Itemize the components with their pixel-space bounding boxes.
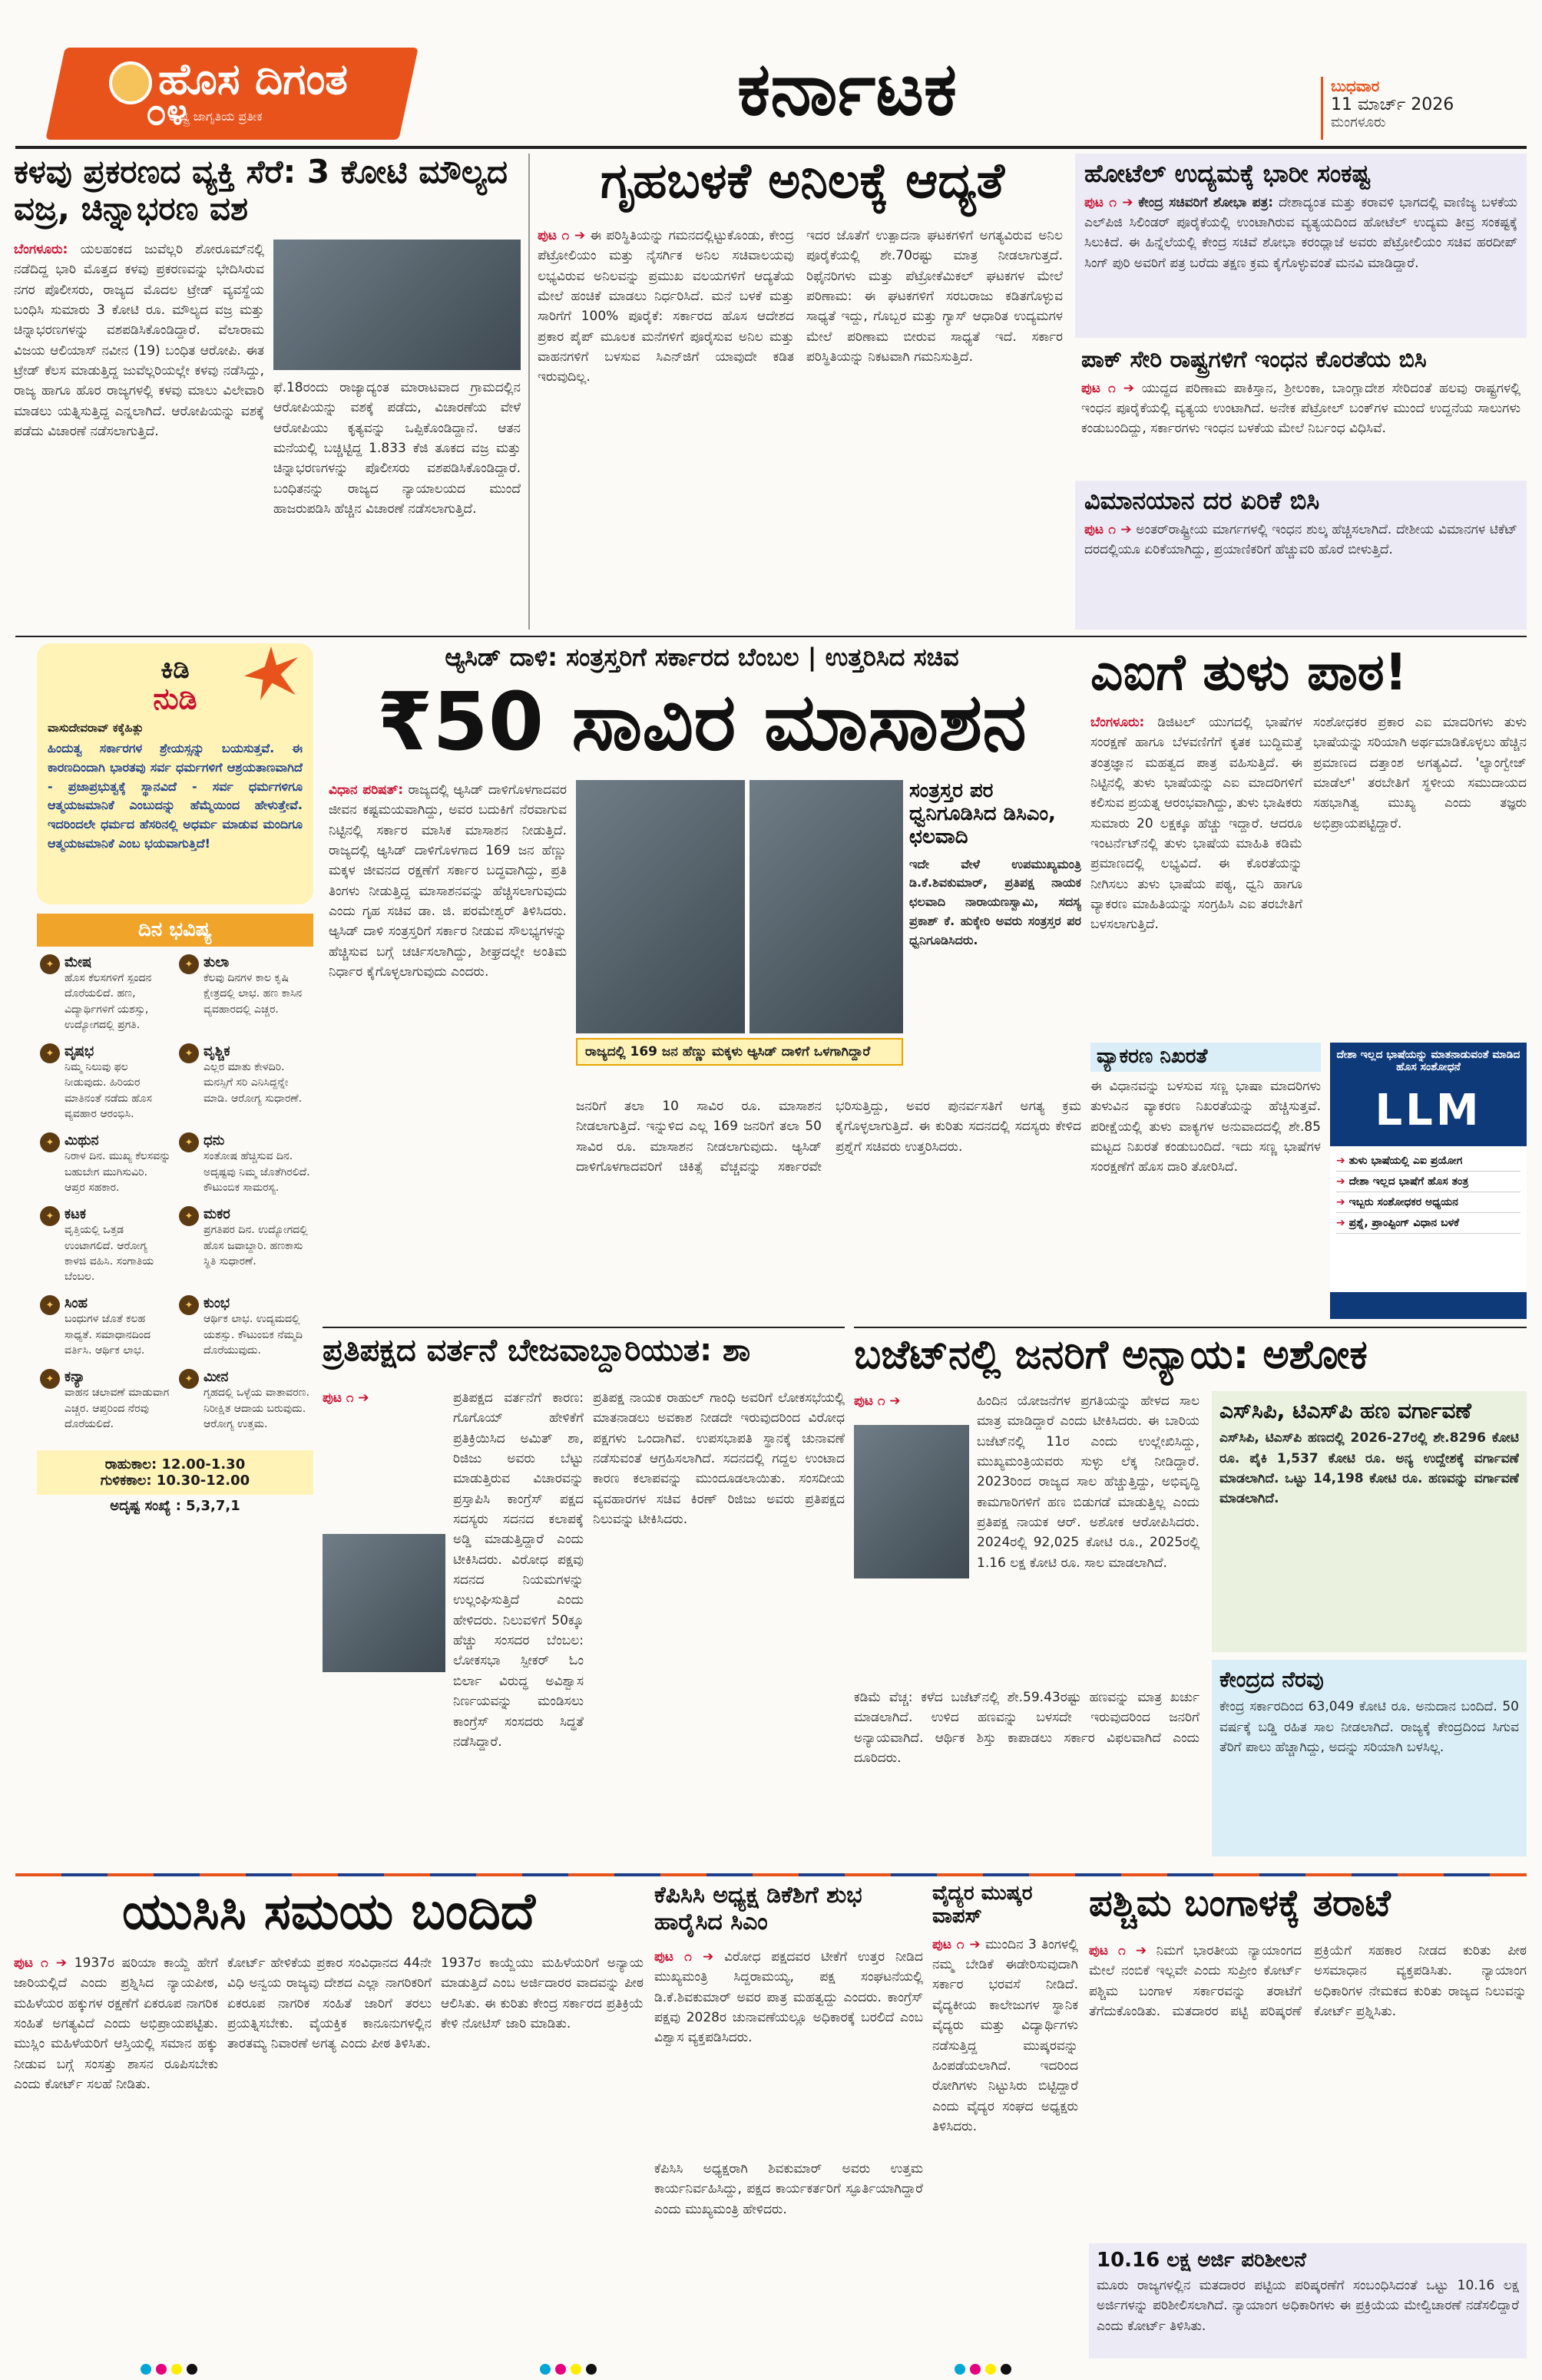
story-acid-body: ರಾಜ್ಯದಲ್ಲಿ ಆ್ಯಸಿಡ್ ದಾಳಿಗೊಳಗಾದವರ ಜೀವನ ಕಷ್ಟಮಯವಾಗಿದ್ದು, ಅವರ ಬದುಕಿಗೆ ನೆರವಾಗುವ ನಿಟ್ಟಿನಲ್ಲಿ ಸರ್ಕಾರ ಮಾಸಿಕ ಮಾಸಾಶನ ನೀಡುತ್ತಿದೆ. ರಾಜ್ಯದಲ್ಲಿ ಆ್ಯಸಿಡ್ ದಾಳಿಗೊಳಗಾದ 169 ಜನ ಹೆಣ್ಣು ಮಕ್ಕಳ ಜೀವನದ ರಕ್ಷಣೆಗೆ ಸರ್ಕಾರ ಬದ್ಧವಾಗಿದ್ದು, ಪ್ರತಿ ತಿಂಗಳು ನೀಡುತ್ತಿದ್ದ ಮಾಸಾಶನವನ್ನು ಹೆಚ್ಚಿಸಲಾಗುವುದು ಎಂದು ಗೃಹ ಸಚಿವ ಡಾ. ಜಿ. ಪರಮೇಶ್ವರ್ ತಿಳಿಸಿದರು. ಆ್ಯಸಿಡ್ ದಾಳಿ ಸಂತ್ರಸ್ತರಿಗೆ ಸರ್ಕಾರ ನೀಡುವ ಸೌಲಭ್ಯಗಳನ್ನು ಹೆಚ್ಚಿಸುವ ಬಗ್ಗೆ ಚರ್ಚಿಸಲಾಗಿದ್ದು, ಶೀಘ್ರದಲ್ಲೇ ಅಂತಿಮ ನಿರ್ಧಾರ ಕೈಗೊಳ್ಳಲಾಗುವುದು ಎಂದರು. (329, 782, 567, 980)
story-tulu-body2: ಸಂಶೋಧಕರ ಪ್ರಕಾರ ಎಐ ಮಾದರಿಗಳು ತುಳು ಭಾಷೆಯನ್ನು ಸರಿಯಾಗಿ ಅರ್ಥಮಾಡಿಕೊಳ್ಳಲು ಹೆಚ್ಚಿನ ಪ್ರಮಾಣದ ದತ್ತಾಂಶ ಅಗತ್ಯವಿದೆ. 'ಲ್ಯಾಂಗ್ವೇಜ್ ಮಾಡೆಲ್' ತರಬೇತಿಗೆ ಸ್ಥಳೀಯ ಸಮುದಾಯದ ಸಹಭಾಗಿತ್ವ ಮುಖ್ಯ ಎಂದು ತಜ್ಞರು ಅಭಿಪ್ರಾಯಪಟ್ಟಿದ್ದಾರೆ. (1313, 715, 1527, 831)
horoscope-sign-text: ಆರ್ಥಿಕ ಲಾಭ. ಉದ್ಯಮದಲ್ಲಿ ಯಶಸ್ಸು. ಕೌಟುಂಬಿಕ ನೆಮ್ಮದಿ ದೊರೆಯುವುದು. (204, 1313, 303, 1357)
story-vimana-dateline: ಪುಟ ೧ ➔ (1084, 521, 1132, 537)
zodiac-icon: ✦ (179, 1369, 199, 1389)
horoscope-sign-text: ಹೊಸ ಕೆಲಸಗಳಿಗೆ ಸ್ಪಂದನ ದೊರೆಯಲಿದೆ. ಹಣ, ವಿದ್ಯಾರ್ಥಿಗಳಿಗೆ ಯಶಸ್ಸು, ಉದ್ಯೋಗದಲ್ಲಿ ಪ್ರಗತಿ. (65, 972, 152, 1031)
llm-points (1330, 1146, 1527, 1292)
registration-marks-right (952, 2363, 1014, 2378)
horoscope-sign-name: ಕುಂಭ (204, 1295, 230, 1312)
story-shah-photo (323, 1534, 445, 1672)
horoscope-item (40, 1369, 171, 1432)
horoscope-sign-text: ನಿರಾಳ ದಿನ. ಮುಖ್ಯ ಕೆಲಸವನ್ನು ಬಹುಬೇಗ ಮುಗಿಸುವಿರಿ. ಆಪ್ತರ ಸಹಕಾರ. (65, 1150, 171, 1194)
horoscope-sign-name: ಧನು (204, 1132, 225, 1149)
zodiac-icon: ✦ (179, 1206, 199, 1226)
bengal-sub-title: 10.16 ಲಕ್ಷ ಅರ್ಜಿ ಪರಿಶೀಲನೆ (1097, 2249, 1306, 2272)
story-hotel-body: ದೇಶಾದ್ಯಂತ ಮತ್ತು ಕರಾವಳಿ ಭಾಗದಲ್ಲಿ ವಾಣಿಜ್ಯ ಬಳಕೆಯ ಎಲ್‌ಪಿಜಿ ಸಿಲಿಂಡರ್ ಪೂರೈಕೆಯಲ್ಲಿ ಉಂಟಾಗಿರುವ ವ್ಯತ್ಯಯದಿಂದ ಹೋಟೆಲ್ ಉದ್ಯಮ ತೀವ್ರ ಸಂಕಷ್ಟಕ್ಕೆ ಸಿಲುಕಿದೆ. ಈ ಹಿನ್ನೆಲೆಯಲ್ಲಿ ಕೇಂದ್ರ ಸಚಿವೆ ಶೋಭಾ ಕರಂದ್ಲಾಜೆ ಅವರು ಪೆಟ್ರೋಲಿಯಂ ಸಚಿವ ಹರದೀಪ್ ಸಿಂಗ್ ಪುರಿ ಅವರಿಗೆ ಪತ್ರ ಬರೆದು ತಕ್ಷಣ ಕ್ರಮ ಕೈಗೊಳ್ಳುವಂತೆ ಮನವಿ ಮಾಡಿದ್ದಾರೆ. (1084, 194, 1517, 271)
story-acid-headline: ₹50 ಸಾವಿರ ಮಾಸಾಶನ (377, 674, 1027, 769)
zodiac-icon: ✦ (40, 954, 60, 974)
story-ashoka-dateline: ಪುಟ ೧ ➔ (854, 1393, 901, 1409)
zodiac-icon: ✦ (179, 1132, 199, 1152)
story-ucc-body: 1937ರ ಷರಿಯಾ ಕಾಯ್ದೆ ಹೇಗೆ ಜಾರಿಯಲ್ಲಿದೆ ಎಂದು ಪ್ರಶ್ನಿಸಿದ ನ್ಯಾಯಪೀಠ, ಮಹಿಳೆಯರ ಹಕ್ಕುಗಳ ರಕ್ಷಣೆಗೆ ಏಕರೂಪ ನಾಗರಿಕ ಸಂಹಿತೆ ಅಗತ್ಯವಿದೆ ಎಂದು ಅಭಿಪ್ರಾಯಪಟ್ಟಿತು. ಮುಸ್ಲಿಂ ಮಹಿಳೆಯರಿಗೆ ಆಸ್ತಿಯಲ್ಲಿ ಸಮಾನ ಹಕ್ಕು ನೀಡುವ ಬಗ್ಗೆ ಸಂಸತ್ತು ಶಾಸನ ರೂಪಿಸಬೇಕು ಎಂದು ಕೋರ್ಟ್ ಸಲಹೆ ನೀಡಿತು. (14, 1955, 218, 2093)
horoscope-sign-name: ಮೀನ (204, 1369, 229, 1386)
horoscope-grid (37, 947, 313, 1447)
story-shah-headline: ಪ್ರತಿಪಕ್ಷದ ವರ್ತನೆ ಬೇಜವಾಬ್ದಾರಿಯುತ: ಶಾ (323, 1333, 751, 1368)
logo-tagline: ರಾಷ್ಟ್ರ ಜಾಗೃತಿಯ ಪ್ರತೀಕ (169, 109, 263, 124)
story-acid-photo-caption: ರಾಜ್ಯದಲ್ಲಿ 169 ಜನ ಹೆಣ್ಣು ಮಕ್ಕಳು ಆ್ಯಸಿಡ್ ದಾಳಿಗೆ ಒಳಗಾಗಿದ್ದಾರೆ (576, 1038, 903, 1066)
story-bengal (1089, 1883, 1527, 2366)
story-tulu-headline: ಎಐಗೆ ತುಳು ಪಾಠ! (1090, 643, 1408, 702)
story-park (1075, 344, 1527, 474)
zodiac-icon: ✦ (40, 1295, 60, 1315)
story-ashoka-photo (854, 1425, 969, 1578)
story-shah-dateline: ಪುಟ ೧ ➔ (323, 1390, 369, 1406)
story-graha-dateline: ಪುಟ ೧ ➔ (538, 228, 586, 243)
zodiac-icon: ✦ (40, 1043, 60, 1063)
col-divider (528, 154, 530, 630)
grammar-title: ವ್ಯಾಕರಣ ನಿಖರತೆ (1090, 1043, 1321, 1072)
horoscope-sign-name: ವೃಷಭ (65, 1043, 94, 1060)
zodiac-icon: ✦ (179, 1043, 199, 1063)
bottom-rule (15, 1873, 1527, 1876)
logo-text: ಹೊಸ ದಿಗಂತ (158, 54, 348, 104)
horoscope-item (40, 1132, 171, 1195)
story-ucc-body2: ಕೋರ್ಟ್ ಹೇಳಿಕೆಯ ಪ್ರಕಾರ ಸಂವಿಧಾನದ 44ನೇ ವಿಧಿ ಅನ್ವಯ ರಾಜ್ಯವು ದೇಶದ ಎಲ್ಲಾ ನಾಗರಿಕರಿಗೆ ಏಕರೂಪ ನಾಗರಿಕ ಸಂಹಿತೆ ಜಾರಿಗೆ ತರಲು ಪ್ರಯತ್ನಿಸಬೇಕು. ವೈಯಕ್ತಿಕ ಕಾನೂನುಗಳಲ್ಲಿನ ತಾರತಮ್ಯ ನಿವಾರಣೆ ಅಗತ್ಯ ಎಂದು ಪೀಠ ತಿಳಿಸಿತು. (227, 1955, 432, 2052)
story-vaidya-dateline: ಪುಟ ೧ ➔ (932, 1936, 981, 1952)
horoscope-sign-name: ಕಟಕ (65, 1206, 86, 1223)
horoscope-sign-name: ತುಲಾ (204, 954, 230, 970)
story-bengal-headline: ಪಶ್ಚಿಮ ಬಂಗಾಳಕ್ಕೆ ತರಾಟೆ (1089, 1882, 1391, 1925)
llm-point-text: ಇಬ್ಬರು ಸಂಶೋಧಕರ ಅಧ್ಯಯನ (1348, 1196, 1458, 1208)
story-acid-quote-body: ಇದೇ ವೇಳೆ ಉಪಮುಖ್ಯಮಂತ್ರಿ ಡಿ.ಕೆ.ಶಿವಕುಮಾರ್, ಪ್ರತಿಪಕ್ಷ ನಾಯಕ ಛಲವಾದಿ ನಾರಾಯಣಸ್ವಾಮಿ, ಸದಸ್ಯ ಪ್ರಕಾಶ್ ಕೆ. ಹುಕ್ಕೇರಿ ಅವರು ಸಂತ್ರಸ್ತರ ಪರ ಧ್ವನಿಗೂಡಿಸಿದರು. (909, 856, 1081, 947)
story-tulu-body: ಡಿಜಿಟಲ್ ಯುಗದಲ್ಲಿ ಭಾಷೆಗಳ ಸಂರಕ್ಷಣೆ ಹಾಗೂ ಬೆಳವಣಿಗೆಗೆ ಕೃತಕ ಬುದ್ಧಿಮತ್ತೆ ತಂತ್ರಜ್ಞಾನ ಮಹತ್ವದ ಪಾತ್ರ ವಹಿಸುತ್ತಿದೆ. ಈ ನಿಟ್ಟಿನಲ್ಲಿ ತುಳು ಭಾಷೆಯನ್ನು ಎಐ ಮಾದರಿಗಳಿಗೆ ಕಲಿಸುವ ಪ್ರಯತ್ನ ಆರಂಭವಾಗಿದ್ದು, ತುಳು ಭಾಷಿಕರು ಸುಮಾರು 20 ಲಕ್ಷಕ್ಕೂ ಹೆಚ್ಚು ಇದ್ದಾರೆ. ಆದರೂ ಇಂಟರ್ನೆಟ್‌ನಲ್ಲಿ ತುಳು ಭಾಷೆಯ ಮಾಹಿತಿ ಕಡಿಮೆ ಪ್ರಮಾಣದಲ್ಲಿ ಲಭ್ಯವಿದೆ. ಈ ಕೊರತೆಯನ್ನು ನೀಗಿಸಲು ತುಳು ಭಾಷೆಯ ಪಠ್ಯ, ಧ್ವನಿ ಹಾಗೂ ವ್ಯಾಕರಣ ಮಾಹಿತಿಯನ್ನು ಸಂಗ್ರಹಿಸಿ ಎಐ ತರಬೇತಿಗೆ ಬಳಸಲಾಗುತ್ತಿದೆ. (1090, 715, 1302, 933)
horoscope-item (179, 1369, 310, 1432)
story-hotel-dateline: ಪುಟ ೧ ➔ (1084, 194, 1133, 210)
llm-point-text: ತುಳು ಭಾಷೆಯಲ್ಲಿ ಎಐ ಪ್ರಯೋಗ (1348, 1155, 1463, 1167)
story-bengal-body: ನಿಮಗೆ ಭಾರತೀಯ ನ್ಯಾಯಾಂಗದ ಮೇಲೆ ನಂಬಿಕೆ ಇಲ್ಲವೇ ಎಂದು ಸುಪ್ರೀಂ ಕೋರ್ಟ್ ಪಶ್ಚಿಮ ಬಂಗಾಳ ಸರ್ಕಾರವನ್ನು ತರಾಟೆಗೆ ತೆಗೆದುಕೊಂಡಿತು. ಮತದಾರರ ಪಟ್ಟಿ ಪರಿಷ್ಕರಣೆ ಪ್ರಕ್ರಿಯೆಗೆ ಸಹಕಾರ ನೀಡದ ಕುರಿತು ಪೀಠ ಅಸಮಾಧಾನ ವ್ಯಕ್ತಪಡಿಸಿತು. ನ್ಯಾಯಾಂಗ ಅಧಿಕಾರಿಗಳ ನೇಮಕದ ಕುರಿತು ರಾಜ್ಯದ ನಿಲುವನ್ನು ಕೋರ್ಟ್ ಪ್ರಶ್ನಿಸಿತು. (1089, 1943, 1527, 2020)
horoscope-item (179, 1295, 310, 1358)
arrow-icon: ➔ (1336, 1175, 1349, 1188)
story-ashoka-body2: ಕಡಿಮೆ ವೆಚ್ಚ: ಕಳೆದ ಬಜೆಟ್‌ನಲ್ಲಿ ಶೇ.59.43ರಷ್ಟು ಹಣವನ್ನು ಮಾತ್ರ ಖರ್ಚು ಮಾಡಲಾಗಿದೆ. ಉಳಿದ ಹಣವನ್ನು ಬಳಸದೇ ಇರುವುದರಿಂದ ಜನರಿಗೆ ಅನ್ಯಾಯವಾಗಿದೆ. ಆರ್ಥಿಕ ಶಿಸ್ತು ಕಾಪಾಡಲು ಸರ್ಕಾರ ವಿಫಲವಾಗಿದೆ ಎಂದು ದೂರಿದರು. (854, 1690, 1200, 1767)
horoscope-sign-text: ವೃತ್ತಿಯಲ್ಲಿ ಒತ್ತಡ ಉಂಟಾಗಲಿದೆ. ಆರೋಗ್ಯ ಕಾಳಜಿ ವಹಿಸಿ. ಸಂಗಾತಿಯ ಬೆಂಬಲ. (65, 1224, 154, 1284)
date-label: 11 ಮಾರ್ಚ್ 2026 (1331, 95, 1454, 114)
story-park-body: ಯುದ್ಧದ ಪರಿಣಾಮ ಪಾಕಿಸ್ತಾನ, ಶ್ರೀಲಂಕಾ, ಬಾಂಗ್ಲಾದೇಶ ಸೇರಿದಂತೆ ಹಲವು ರಾಷ್ಟ್ರಗಳಲ್ಲಿ ಇಂಧನ ಪೂರೈಕೆಯಲ್ಲಿ ವ್ಯತ್ಯಯ ಉಂಟಾಗಿದೆ. ಅನೇಕ ಪೆಟ್ರೋಲ್ ಬಂಕ್‌ಗಳ ಮುಂದೆ ಉದ್ದನೆಯ ಸಾಲುಗಳು ಕಂಡುಬಂದಿದ್ದು, ಸರ್ಕಾರಗಳು ಇಂಧನ ಬಳಕೆಯ ಮೇಲೆ ನಿರ್ಬಂಧ ವಿಧಿಸಿವೆ. (1081, 380, 1520, 437)
gulika: ಗುಳಿಕಕಾಲ: 10.30-12.00 (100, 1473, 250, 1489)
city-label: ಮಂಗಳೂರು (1331, 114, 1386, 131)
kidi-nudi-box (37, 643, 313, 904)
story-hotel-headline: ಹೋಟೆಲ್ ಉದ್ಯಮಕ್ಕೆ ಭಾರೀ ಸಂಕಷ್ಟ (1084, 159, 1371, 188)
story-acid-quote-title: ಸಂತ್ರಸ್ತರ ಪರ ಧ್ವನಿಗೂಡಿಸಿದ ಡಿಸಿಎಂ, ಛಲವಾದಿ (909, 779, 1056, 848)
story-tulu (1090, 643, 1527, 1319)
horoscope-sign-name: ಮಕರ (204, 1206, 230, 1223)
horoscope-item (40, 1295, 171, 1358)
story-ashoka-body: ಹಿಂದಿನ ಯೋಜನೆಗಳ ಪ್ರಗತಿಯನ್ನು ಹೇಳದ ಸಾಲ ಮಾತ್ರ ಮಾಡಿದ್ದಾರೆ ಎಂದು ಟೀಕಿಸಿದರು. ಈ ಬಾರಿಯ ಬಜೆಟ್‌ನಲ್ಲಿ 11ರ ಎಂದು ಉಲ್ಲೇಖಿಸಿದ್ದು, ಮುಖ್ಯಮಂತ್ರಿಯವರು ಸುಳ್ಳು ಲೆಕ್ಕ ನೀಡಿದ್ದಾರೆ. 2023ರಿಂದ ರಾಜ್ಯದ ಸಾಲ ಹೆಚ್ಚುತ್ತಿದ್ದು, ಅಭಿವೃದ್ಧಿ ಕಾಮಗಾರಿಗಳಿಗೆ ಹಣ ಬಿಡುಗಡೆ ಮಾಡುತ್ತಿಲ್ಲ ಎಂದು ಪ್ರತಿಪಕ್ಷ ನಾಯಕ ಆರ್. ಅಶೋಕ ಆರೋಪಿಸಿದರು. 2024ರಲ್ಲಿ 92,025 ಕೋಟಿ ರೂ., 2025ರಲ್ಲಿ 1.16 ಲಕ್ಷ ಕೋಟಿ ರೂ. ಸಾಲ ಮಾಡಲಾಗಿದೆ. (977, 1393, 1200, 1571)
arrow-icon: ➔ (1336, 1155, 1349, 1167)
horoscope-item (40, 954, 171, 1033)
horoscope-title: ದಿನ ಭವಿಷ್ಯ (37, 914, 313, 947)
story-park-dateline: ಪುಟ ೧ ➔ (1081, 380, 1135, 396)
zodiac-icon: ✦ (40, 1132, 60, 1152)
horoscope-sign-name: ಮೇಷ (65, 954, 92, 970)
masthead-rule (15, 146, 1527, 149)
registration-marks-center (538, 2363, 599, 2378)
story-dks-body: ವಿರೋಧ ಪಕ್ಷದವರ ಟೀಕೆಗೆ ಉತ್ತರ ನೀಡಿದ ಮುಖ್ಯಮಂತ್ರಿ ಸಿದ್ದರಾಮಯ್ಯ, ಪಕ್ಷ ಸಂಘಟನೆಯಲ್ಲಿ ಡಿ.ಕೆ.ಶಿವಕುಮಾರ್ ಅವರ ಪಾತ್ರ ಮಹತ್ವದ್ದು ಎಂದರು. ಕಾಂಗ್ರೆಸ್ ಪಕ್ಷವು 2028ರ ಚುನಾವಣೆಯಲ್ಲೂ ಅಧಿಕಾರಕ್ಕೆ ಬರಲಿದೆ ಎಂಬ ವಿಶ್ವಾಸ ವ್ಯಕ್ತಪಡಿಸಿದರು. (654, 1949, 923, 2046)
story-dks-body2: ಕೆಪಿಸಿಸಿ ಅಧ್ಯಕ್ಷರಾಗಿ ಶಿವಕುಮಾರ್ ಅವರು ಉತ್ತಮ ಕಾರ್ಯನಿರ್ವಹಿಸಿದ್ದು, ಪಕ್ಷದ ಕಾರ್ಯಕರ್ತರಿಗೆ ಸ್ಫೂರ್ತಿಯಾಗಿದ್ದಾರೆ ಎಂದು ಮುಖ್ಯಮಂತ್ರಿ ಹೇಳಿದರು. (654, 2161, 923, 2217)
llm-point-item (1336, 1192, 1520, 1213)
horoscope-sign-name: ಮಿಥುನ (65, 1132, 99, 1149)
horoscope-item (40, 1206, 171, 1284)
llm-box (1330, 1043, 1527, 1319)
llm-point-item (1336, 1151, 1520, 1172)
story-bengal-dateline: ಪುಟ ೧ ➔ (1089, 1943, 1147, 1959)
horoscope-sign-text: ಪ್ರಗತಿಪರ ದಿನ. ಉದ್ಯೋಗದಲ್ಲಿ ಹೊಸ ಜವಾಬ್ದಾರಿ. ಹಣಕಾಸು ಸ್ಥಿತಿ ಸುಧಾರಣೆ. (204, 1224, 308, 1268)
kidi-title-top: ಕಿಡಿ (160, 654, 190, 685)
rahukala: ರಾಹುಕಾಲ: 12.00-1.30 (104, 1456, 246, 1473)
story-acid-body2: ಜನರಿಗೆ ತಲಾ 10 ಸಾವಿರ ರೂ. ಮಾಸಾಶನ ನೀಡಲಾಗುತ್ತಿದೆ. ಇನ್ನುಳಿದ ಎಲ್ಲ 169 ಜನರಿಗೆ ತಲಾ 50 ಸಾವಿರ ರೂ. ಮಾಸಾಶನ ನೀಡಲಾಗುವುದು. ಆ್ಯಸಿಡ್ ದಾಳಿಗೊಳಗಾದವರಿಗೆ ಚಿಕಿತ್ಸೆ ವೆಚ್ಚವನ್ನು ಸರ್ಕಾರವೇ ಭರಿಸುತ್ತಿದ್ದು, ಅವರ ಪುನರ್ವಸತಿಗೆ ಅಗತ್ಯ ಕ್ರಮ ಕೈಗೊಳ್ಳಲಾಗುತ್ತಿದೆ. ಈ ಕುರಿತು ಸದನದಲ್ಲಿ ಸದಸ್ಯರು ಕೇಳಿದ ಪ್ರಶ್ನೆಗೆ ಸಚಿವರು ಉತ್ತರಿಸಿದರು. (576, 1099, 1081, 1175)
story-acid-kicker: ಆ್ಯಸಿಡ್ ದಾಳಿ: ಸಂತ್ರಸ್ತರಿಗೆ ಸರ್ಕಾರದ ಬೆಂಬಲ | ಉತ್ತರಿಸಿದ ಸಚಿವ (445, 643, 959, 672)
story-acid-dateline: ವಿಧಾನ ಪರಿಷತ್: (329, 782, 404, 798)
horoscope-item (179, 1206, 310, 1284)
horoscope-sign-text: ಗೃಹದಲ್ಲಿ ಒಳ್ಳೆಯ ವಾತಾವರಣ. ನಿರೀಕ್ಷಿತ ಆದಾಯ ಬರುವುದು. ಆರೋಗ್ಯ ಉತ್ತಮ. (204, 1387, 309, 1430)
horoscope-item (179, 1132, 310, 1195)
story-ashoka-headline: ಬಜೆಟ್‌ನಲ್ಲಿ ಜನರಿಗೆ ಅನ್ಯಾಯ: ಅಶೋಕ (854, 1332, 1368, 1378)
page-number: ೦೪ (146, 91, 187, 134)
story-diamond-headline: ಕಳವು ಪ್ರಕರಣದ ವ್ಯಕ್ತಿ ಸೆರೆ: 3 ಕೋಟಿ ಮೌಲ್ಯದ ವಜ್ರ, ಚಿನ್ನಾಭರಣ ವಶ (14, 153, 508, 228)
zodiac-icon: ✦ (40, 1206, 60, 1226)
ashoka-box-1-body: ಎಸ್‌ಸಿಪಿ, ಟಿಎಸ್‌ಪಿ ಹಣದಲ್ಲಿ 2026-27ರಲ್ಲಿ ಶೇ.8296 ಕೋಟಿ ರೂ. ಪೈಕಿ 1,537 ಕೋಟಿ ರೂ. ಅನ್ಯ ಉದ್ದೇಶಕ್ಕೆ ವರ್ಗಾವಣೆ ಮಾಡಲಾಗಿದೆ. ಒಟ್ಟು 14,198 ಕೋಟಿ ರೂ. ಹಣವನ್ನು ವರ್ಗಾವಣೆ ಮಾಡಲಾಗಿದೆ. (1219, 1430, 1519, 1507)
story-ucc (14, 1883, 644, 2366)
grammar-body: ಈ ವಿಧಾನವನ್ನು ಬಳಸುವ ಸಣ್ಣ ಭಾಷಾ ಮಾದರಿಗಳು ತುಳುವಿನ ವ್ಯಾಕರಣ ನಿಖರತೆಯನ್ನು ಹೆಚ್ಚಿಸುತ್ತವೆ. ಪರೀಕ್ಷೆಯಲ್ಲಿ ತುಳು ವಾಕ್ಯಗಳ ಅನುವಾದದಲ್ಲಿ ಶೇ.85 ಮಟ್ಟದ ನಿಖರತೆ ಕಂಡುಬಂದಿದೆ. ಇದು ಸಣ್ಣ ಭಾಷೆಗಳ ಸಂರಕ್ಷಣೆಗೆ ಹೊಸ ದಾರಿ ತೋರಿಸಿದೆ. (1090, 1078, 1321, 1175)
bengal-subbox (1089, 2243, 1527, 2359)
timings-box (37, 1450, 313, 1495)
story-park-headline: ಪಾಕ್ ಸೇರಿ ರಾಷ್ಟ್ರಗಳಿಗೆ ಇಂಧನ ಕೊರತೆಯ ಬಿಸಿ (1081, 346, 1427, 373)
story-ashoka (854, 1327, 1527, 1864)
llm-point-item (1336, 1172, 1520, 1192)
registration-marks-left (138, 2363, 200, 2378)
section-title: ಕರ್ನಾಟಕ (737, 46, 958, 132)
horoscope-sign-name: ಸಿಂಹ (65, 1295, 88, 1312)
story-vaidya-headline: ವೈದ್ಯರ ಮುಷ್ಕರ ವಾಪಸ್ (932, 1882, 1033, 1928)
story-graha (538, 154, 1067, 630)
horoscope-item (179, 1043, 310, 1122)
story-diamond (14, 154, 521, 630)
zodiac-icon: ✦ (179, 954, 199, 974)
story-shah (323, 1327, 845, 1864)
story-diamond-body: ಯಲಹಂಕದ ಜುವೆಲ್ಲರಿ ಶೋರೂಮ್‌ನಲ್ಲಿ ನಡೆದಿದ್ದ ಭಾರಿ ಮೊತ್ತದ ಕಳವು ಪ್ರಕರಣವನ್ನು ಭೇದಿಸಿರುವ ನಗರ ಪೊಲೀಸರು, ರಾಜ್ಯದ ಮೊದಲ ಟ್ರೇಡ್ ವ್ಯವಸ್ಥೆಯ ಬಂಧಿಸಿ ಸುಮಾರು 3 ಕೋಟಿ ರೂ. ಮೌಲ್ಯದ ವಜ್ರ ಮತ್ತು ಚಿನ್ನಾಭರಣಗಳನ್ನು ವಶಪಡಿಸಿಕೊಂಡಿದ್ದಾರೆ. ವೆಲಾರಾಮ ವಿಜಯ ಆಲಿಯಾಸ್ ನವೀನ (19) ಬಂಧಿತ ಆರೋಪಿ. ಈತ ಟ್ರೇಡ್ ಕೆಲಸ ಮಾಡುತ್ತಿದ್ದ ಜುವೆಲ್ಲರಿಯಲ್ಲೇ ಕಳವು ನಡೆಸಿದ್ದು, ರಾಜ್ಯ ಹಾಗೂ ಹೊರ ರಾಜ್ಯಗಳಲ್ಲಿ ಕಳವು ಮಾಲು ವಿಲೇವಾರಿ ಮಾಡಲು ಯತ್ನಿಸುತ್ತಿದ್ದ ಎನ್ನಲಾಗಿದೆ. ಆರೋಪಿಯನ್ನು ವಶಕ್ಕೆ ಪಡೆದು ವಿಚಾರಣೆ ನಡೆಸಲಾಗುತ್ತಿದೆ. (14, 242, 264, 440)
story-vimana (1075, 481, 1527, 630)
story-dks (654, 1883, 923, 2366)
llm-box-title: ದೇಶಾ ಇಲ್ಲದ ಭಾಷೆಯನ್ನು ಮಾತನಾಡುವಂತೆ ಮಾಡಿದ ಹೊಸ ಸಂಶೋಧನೆ (1336, 1049, 1520, 1073)
story-acid-photo-1 (576, 780, 745, 1033)
zodiac-icon: ✦ (179, 1295, 199, 1315)
story-hotel-lead: ಕೇಂದ್ರ ಸಚಿವರಿಗೆ ಶೋಭಾ ಪತ್ರ: (1138, 194, 1274, 210)
masthead (0, 0, 1542, 147)
story-dks-dateline: ಪುಟ ೧ ➔ (654, 1949, 714, 1965)
arrow-icon: ➔ (1336, 1196, 1349, 1208)
horoscope-sign-text: ಎಲ್ಲರ ಮಾತು ಕೇಳದಿರಿ. ಮನಸ್ಸಿಗೆ ಸರಿ ಎನಿಸಿದ್ದನ್ನೇ ಮಾಡಿ. ಆರೋಗ್ಯ ಸುಧಾರಣೆ. (204, 1061, 303, 1105)
story-tulu-dateline: ಬೆಂಗಳೂರು: (1090, 715, 1145, 730)
lucky-number: ಅದೃಷ್ಟ ಸಂಖ್ಯೆ : 5,3,7,1 (110, 1498, 240, 1515)
horoscope-sign-text: ಬಂಧುಗಳ ಜೊತೆ ಕಲಹ ಸಾಧ್ಯತೆ. ಸಮಾಧಾನದಿಂದ ವರ್ತಿಸಿ. ಆರ್ಥಿಕ ಲಾಭ. (65, 1313, 151, 1357)
kidi-body: ಹಿಂದುತ್ವ ಸರ್ಕಾರಗಳ ಶ್ರೇಯಸ್ಸನ್ನು ಬಯಸುತ್ತವೆ. ಈ ಕಾರಣದಿಂದಾಗಿ ಭಾರತವು ಸರ್ವ ಧರ್ಮಗಳಿಗೆ ಆಶ್ರಯತಾಣವಾಗಿದೆ - ಪ್ರಜಾಪ್ರಭುತ್ವಕ್ಕೆ ಸ್ಥಾನವಿದೆ - ಸರ್ವ ಧರ್ಮಗಳಿಗೂ ಆತ್ಮಯಜಮಾನಿಕೆ ಎಂಬುದನ್ನು ಹೆಮ್ಮೆಯಿಂದ ಹೇಳುತ್ತೇವೆ. ಇದರಿಂದಲೇ ಧರ್ಮದ ಹೆಸರಿನಲ್ಲಿ ಅಧರ್ಮ ಮಾಡುವ ಮಂದಿಗೂ ಆತ್ಮಯಜಮಾನಿಕೆ ಎಂಬ ಭಯವಾಗುತ್ತಿದೆ! (48, 741, 303, 851)
story-ucc-headline: ಯುಸಿಸಿ ಸಮಯ ಬಂದಿದೆ (121, 1882, 536, 1941)
story-graha-body2: ಇದರ ಜೊತೆಗೆ ಉತ್ಪಾದನಾ ಘಟಕಗಳಿಗೆ ಅಗತ್ಯವಿರುವ ಅನಿಲ ಪೂರೈಕೆಯಲ್ಲಿ ಶೇ.70ರಷ್ಟು ಮಾತ್ರ ನೀಡಲಾಗುತ್ತದೆ. ರಿಫೈನರಿಗಳು ಮತ್ತು ಪೆಟ್ರೋಕೆಮಿಕಲ್ ಘಟಕಗಳ ಮೇಲೆ ಪರಿಣಾಮ: ಈ ಘಟಕಗಳಿಗೆ ಸರಬರಾಜು ಕಡಿತಗೊಳ್ಳುವ ಸಾಧ್ಯತೆ ಇದ್ದು, ಗೊಬ್ಬರ ಮತ್ತು ಗ್ಯಾಸ್ ಆಧಾರಿತ ಉದ್ಯಮಗಳ ಮೇಲೆ ಪರಿಣಾಮ ಬೀರುವ ಸಾಧ್ಯತೆ ಇದೆ. ಸರ್ಕಾರ ಪರಿಸ್ಥಿತಿಯನ್ನು ನಿಕಟವಾಗಿ ಗಮನಿಸುತ್ತಿದೆ. (806, 228, 1063, 365)
arrow-icon: ➔ (1336, 1217, 1349, 1229)
story-vimana-body: ಅಂತರ್‌ರಾಷ್ಟ್ರೀಯ ಮಾರ್ಗಗಳಲ್ಲಿ ಇಂಧನ ಶುಲ್ಕ ಹೆಚ್ಚಿಸಲಾಗಿದೆ. ದೇಶೀಯ ವಿಮಾನಗಳ ಟಿಕೆಟ್ ದರದಲ್ಲಿಯೂ ಏರಿಕೆಯಾಗಿದ್ದು, ಪ್ರಯಾಣಿಕರಿಗೆ ಹೆಚ್ಚುವರಿ ಹೊರೆ ಬೀಳುತ್ತಿದೆ. (1084, 521, 1517, 558)
horoscope-box (37, 914, 313, 1843)
horoscope-sign-name: ವೃಶ್ಚಿಕ (204, 1043, 230, 1060)
story-shah-body: ಪ್ರತಿಪಕ್ಷದ ವರ್ತನೆಗೆ ಕಾರಣ: ಗೊಗೊಯ್ ಹೇಳಿಕೆಗೆ ಪ್ರತಿಕ್ರಿಯಿಸಿದ ಅಮಿತ್ ಶಾ, ರಿಜಿಜು ಅವರು ಬೆಟ್ಟು ಮಾಡುತ್ತಿರುವ ವಿಚಾರವನ್ನು ಪ್ರಸ್ತಾಪಿಸಿ ಕಾಂಗ್ರೆಸ್ ಪಕ್ಷದ ಸದಸ್ಯರು ಸದನದ ಕಲಾಪಕ್ಕೆ ಅಡ್ಡಿ ಮಾಡುತ್ತಿದ್ದಾರೆ ಎಂದು ಟೀಕಿಸಿದರು. ವಿರೋಧ ಪಕ್ಷವು ಸದನದ ನಿಯಮಗಳನ್ನು ಉಲ್ಲಂಘಿಸುತ್ತಿದೆ ಎಂದು ಹೇಳಿದರು. ನಿಲುವಳಿಗೆ 50ಕ್ಕೂ ಹೆಚ್ಚು ಸಂಸದರ ಬೆಂಬಲ: ಲೋಕಸಭಾ ಸ್ಪೀಕರ್ ಓಂ ಬಿರ್ಲಾ ವಿರುದ್ಧ ಅವಿಶ್ವಾಸ ನಿರ್ಣಯವನ್ನು ಮಂಡಿಸಲು ಕಾಂಗ್ರೆಸ್ ಸಂಸದರು ಸಿದ್ಧತೆ ನಡೆಸಿದ್ದಾರೆ. (453, 1390, 584, 1750)
story-dks-headline: ಕೆಪಿಸಿಸಿ ಅಧ್ಯಕ್ಷ ಡಿಕೆಶಿಗೆ ಶುಭ ಹಾರೈಸಿದ ಸಿಎಂ (654, 1882, 862, 1935)
kidi-author: ವಾಸುದೇವರಾವ್ ಕಕ್ಕೆಹಿತ್ಲು (48, 721, 144, 735)
bengal-sub-body: ಮೂರು ರಾಜ್ಯಗಳಲ್ಲಿನ ಮತದಾರರ ಪಟ್ಟಿಯ ಪರಿಷ್ಕರಣೆಗೆ ಸಂಬಂಧಿಸಿದಂತೆ ಒಟ್ಟು 10.16 ಲಕ್ಷ ಅರ್ಜಿಗಳನ್ನು ಪರಿಶೀಲಿಸಲಾಗಿದೆ. ನ್ಯಾಯಾಂಗ ಅಧಿಕಾರಿಗಳು ಈ ಪ್ರಕ್ರಿಯೆಯ ಮೇಲ್ವಿಚಾರಣೆ ನಡೆಸಲಿದ್ದಾರೆ ಎಂದು ಕೋರ್ಟ್ ತಿಳಿಸಿತು. (1097, 2277, 1519, 2334)
llm-point-text: ದೇಶಾ ಇಲ್ಲದ ಭಾಷೆಗೆ ಹೊಸ ತಂತ್ರ (1348, 1175, 1469, 1188)
story-graha-headline: ಗೃಹಬಳಕೆ ಅನಿಲಕ್ಕೆ ಆದ್ಯತೆ (600, 153, 1005, 210)
horoscope-sign-text: ವಾಹನ ಚಲಾವಣೆ ಮಾಡುವಾಗ ಎಚ್ಚರ. ಆಪ್ತರಿಂದ ನೆರವು ದೊರೆಯಲಿದೆ. (65, 1387, 170, 1430)
llm-point-item (1336, 1213, 1520, 1234)
story-diamond-photo (273, 240, 521, 370)
ashoka-box-1-title: ಎಸ್‌ಸಿಪಿ, ಟಿಎಸ್‌ಪಿ ಹಣ ವರ್ಗಾವಣೆ (1219, 1398, 1471, 1423)
story-diamond-body2: ಫೆ.18ರಂದು ರಾಜ್ಯಾದ್ಯಂತ ಮಾರಾಟವಾದ ಗ್ರಾಮದಲ್ಲಿನ ಆರೋಪಿಯನ್ನು ವಶಕ್ಕೆ ಪಡೆದು, ವಿಚಾರಣೆಯ ವೇಳೆ ಆರೋಪಿಯು ಕೃತ್ಯವನ್ನು ಒಪ್ಪಿಕೊಂಡಿದ್ದಾನೆ. ಆತನ ಮನೆಯಲ್ಲಿ ಬಚ್ಚಿಟ್ಟಿದ್ದ 1.833 ಕೆಜಿ ತೂಕದ ವಜ್ರ ಮತ್ತು ಚಿನ್ನಾಭರಣಗಳನ್ನು ಪೊಲೀಸರು ವಶಪಡಿಸಿಕೊಂಡಿದ್ದಾರೆ. ಬಂಧಿತನನ್ನು ರಾಜ್ಯದ ನ್ಯಾಯಾಲಯದ ಮುಂದೆ ಹಾಜರುಪಡಿಸಿ ಹೆಚ್ಚಿನ ವಿಚಾರಣೆ ನಡೆಸಲಾಗುತ್ತಿದೆ. (273, 380, 521, 517)
day-label: ಬುಧವಾರ (1331, 77, 1380, 95)
row1-rule (15, 636, 1527, 637)
horoscope-item (40, 1043, 171, 1122)
llm-label: LLM (1375, 1086, 1482, 1135)
story-graha-body: ಈ ಪರಿಸ್ಥಿತಿಯನ್ನು ಗಮನದಲ್ಲಿಟ್ಟುಕೊಂಡು, ಕೇಂದ್ರ ಪೆಟ್ರೋಲಿಯಂ ಮತ್ತು ನೈಸರ್ಗಿಕ ಅನಿಲ ಸಚಿವಾಲಯವು ಲಭ್ಯವಿರುವ ಅನಿಲವನ್ನು ಪ್ರಮುಖ ವಲಯಗಳಿಗೆ ಆದ್ಯತೆಯ ಮೇಲೆ ಹಂಚಿಕೆ ಮಾಡಲು ನಿರ್ಧರಿಸಿದೆ. ಮನೆ ಬಳಕೆ ಮತ್ತು ಸಾರಿಗೆಗೆ 100% ಪೂರೈಕೆ: ಸರ್ಕಾರದ ಹೊಸ ಆದೇಶದ ಪ್ರಕಾರ ಪೈಪ್ ಮೂಲಕ ಮನೆಗಳಿಗೆ ಪೂರೈಸುವ ಅನಿಲ ಮತ್ತು ವಾಹನಗಳಿಗೆ ಬಳಸುವ ಸಿಎನ್‌ಜಿಗೆ ಯಾವುದೇ ಕಡಿತ ಇರುವುದಿಲ್ಲ. (538, 228, 794, 385)
ashoka-box-2-title: ಕೇಂದ್ರದ ನೆರವು (1219, 1667, 1324, 1692)
horoscope-sign-name: ಕನ್ಯಾ (65, 1369, 85, 1386)
horoscope-sign-text: ಕೆಲವು ದಿನಗಳ ಕಾಲ ಕೃಷಿ ಕ್ಷೇತ್ರದಲ್ಲಿ ಲಾಭ. ಹಣ ಕಾಸಿನ ವ್ಯವಹಾರದಲ್ಲಿ ಎಚ್ಚರ. (204, 972, 303, 1016)
horoscope-item (179, 954, 310, 1033)
ashoka-box-2-body: ಕೇಂದ್ರ ಸರ್ಕಾರದಿಂದ 63,049 ಕೋಟಿ ರೂ. ಅನುದಾನ ಬಂದಿದೆ. 50 ವರ್ಷಕ್ಕೆ ಬಡ್ಡಿ ರಹಿತ ಸಾಲ ನೀಡಲಾಗಿದೆ. ರಾಜ್ಯಕ್ಕೆ ಕೇಂದ್ರದಿಂದ ಸಿಗುವ ತೆರಿಗೆ ಪಾಲು ಹೆಚ್ಚಾಗಿದ್ದು, ಅದನ್ನು ಸರಿಯಾಗಿ ಬಳಸಿಲ್ಲ. (1219, 1699, 1519, 1755)
story-acid-photo-2 (749, 780, 903, 1033)
story-ucc-dateline: ಪುಟ ೧ ➔ (14, 1955, 68, 1971)
story-vaidya (932, 1883, 1078, 2366)
story-acid-quote-box (909, 780, 1081, 1033)
story-diamond-dateline: ಬೆಂಗಳೂರು: (14, 242, 68, 257)
story-shah-body2: ಪ್ರತಿಪಕ್ಷ ನಾಯಕ ರಾಹುಲ್ ಗಾಂಧಿ ಅವರಿಗೆ ಲೋಕಸಭೆಯಲ್ಲಿ ಮಾತನಾಡಲು ಅವಕಾಶ ನೀಡದೇ ಇರುವುದರಿಂದ ವಿರೋಧ ಪಕ್ಷಗಳು ಒಂದಾಗಿವೆ. ಉಪಸಭಾಪತಿ ಸ್ಥಾನಕ್ಕೆ ಚುನಾವಣೆ ನಡೆಸುವಂತೆ ಆಗ್ರಹಿಸಲಾಗಿದೆ. ಸದನದಲ್ಲಿ ಗದ್ದಲ ಉಂಟಾದ ಕಾರಣ ಕಲಾಪವನ್ನು ಮುಂದೂಡಲಾಯಿತು. ಸಂಸದೀಯ ವ್ಯವಹಾರಗಳ ಸಚಿವ ಕಿರಣ್ ರಿಜಿಜು ಅವರು ಪ್ರತಿಪಕ್ಷದ ನಿಲುವನ್ನು ಟೀಕಿಸಿದರು. (593, 1390, 845, 1528)
kidi-title-bottom: ನುಡಿ (153, 682, 197, 716)
story-vaidya-body: ಮುಂದಿನ 3 ತಿಂಗಳಲ್ಲಿ ನಮ್ಮ ಬೇಡಿಕೆ ಈಡೇರಿಸುವುದಾಗಿ ಸರ್ಕಾರ ಭರವಸೆ ನೀಡಿದೆ. ವೈದ್ಯಕೀಯ ಕಾಲೇಜುಗಳ ಸ್ಥಾನಿಕ ವೈದ್ಯರು ಮತ್ತು ವಿದ್ಯಾರ್ಥಿಗಳು ನಡೆಸುತ್ತಿದ್ದ ಮುಷ್ಕರವನ್ನು ಹಿಂಪಡೆಯಲಾಗಿದೆ. ಇದರಿಂದ ರೋಗಿಗಳು ನಿಟ್ಟುಸಿರು ಬಿಟ್ಟಿದ್ದಾರೆ ಎಂದು ವೈದ್ಯರ ಸಂಘದ ಅಧ್ಯಕ್ಷರು ತಿಳಿಸಿದರು. (932, 1936, 1078, 2134)
story-hotel (1075, 154, 1527, 338)
horoscope-sign-text: ನಿಮ್ಮ ನಿಲುವು ಫಲ ನೀಡುವುದು. ಹಿರಿಯರ ಮಾತಿನಂತೆ ನಡೆದು ಹೊಸ ವ್ಯವಹಾರ ಆರಂಭಿಸಿ. (65, 1061, 152, 1121)
zodiac-icon: ✦ (40, 1369, 60, 1389)
ashoka-box-2 (1212, 1660, 1527, 1856)
grammar-box (1090, 1043, 1321, 1319)
ashoka-box-1 (1212, 1391, 1527, 1652)
story-ucc-body3: 1937ರ ಕಾಯ್ದೆಯು ಮಹಿಳೆಯರಿಗೆ ಅನ್ಯಾಯ ಮಾಡುತ್ತಿದೆ ಎಂಬ ಅರ್ಜಿದಾರರ ವಾದವನ್ನು ಪೀಠ ಆಲಿಸಿತು. ಈ ಕುರಿತು ಕೇಂದ್ರ ಸರ್ಕಾರದ ಪ್ರತಿಕ್ರಿಯೆ ಕೇಳಿ ನೋಟಿಸ್ ಜಾರಿ ಮಾಡಿತು. (441, 1955, 644, 2032)
llm-point-text: ಪ್ರಶ್ನೆ, ಪ್ರಾಂಪ್ಟಿಂಗ್ ವಿಧಾನ ಬಳಕೆ (1348, 1217, 1460, 1229)
date-block (1321, 77, 1490, 140)
story-vimana-headline: ವಿಮಾನಯಾನ ದರ ಏರಿಕೆ ಬಿಸಿ (1084, 486, 1320, 515)
horoscope-sign-text: ಸಂತೋಷ ಹೆಚ್ಚಿಸುವ ದಿನ. ಅದೃಷ್ಟವು ನಿಮ್ಮ ಜೊತೆಗಿರಲಿದೆ. ಕೌಟುಂಬಿಕ ಸಾಮರಸ್ಯ. (204, 1150, 310, 1194)
story-acid (323, 643, 1081, 1319)
